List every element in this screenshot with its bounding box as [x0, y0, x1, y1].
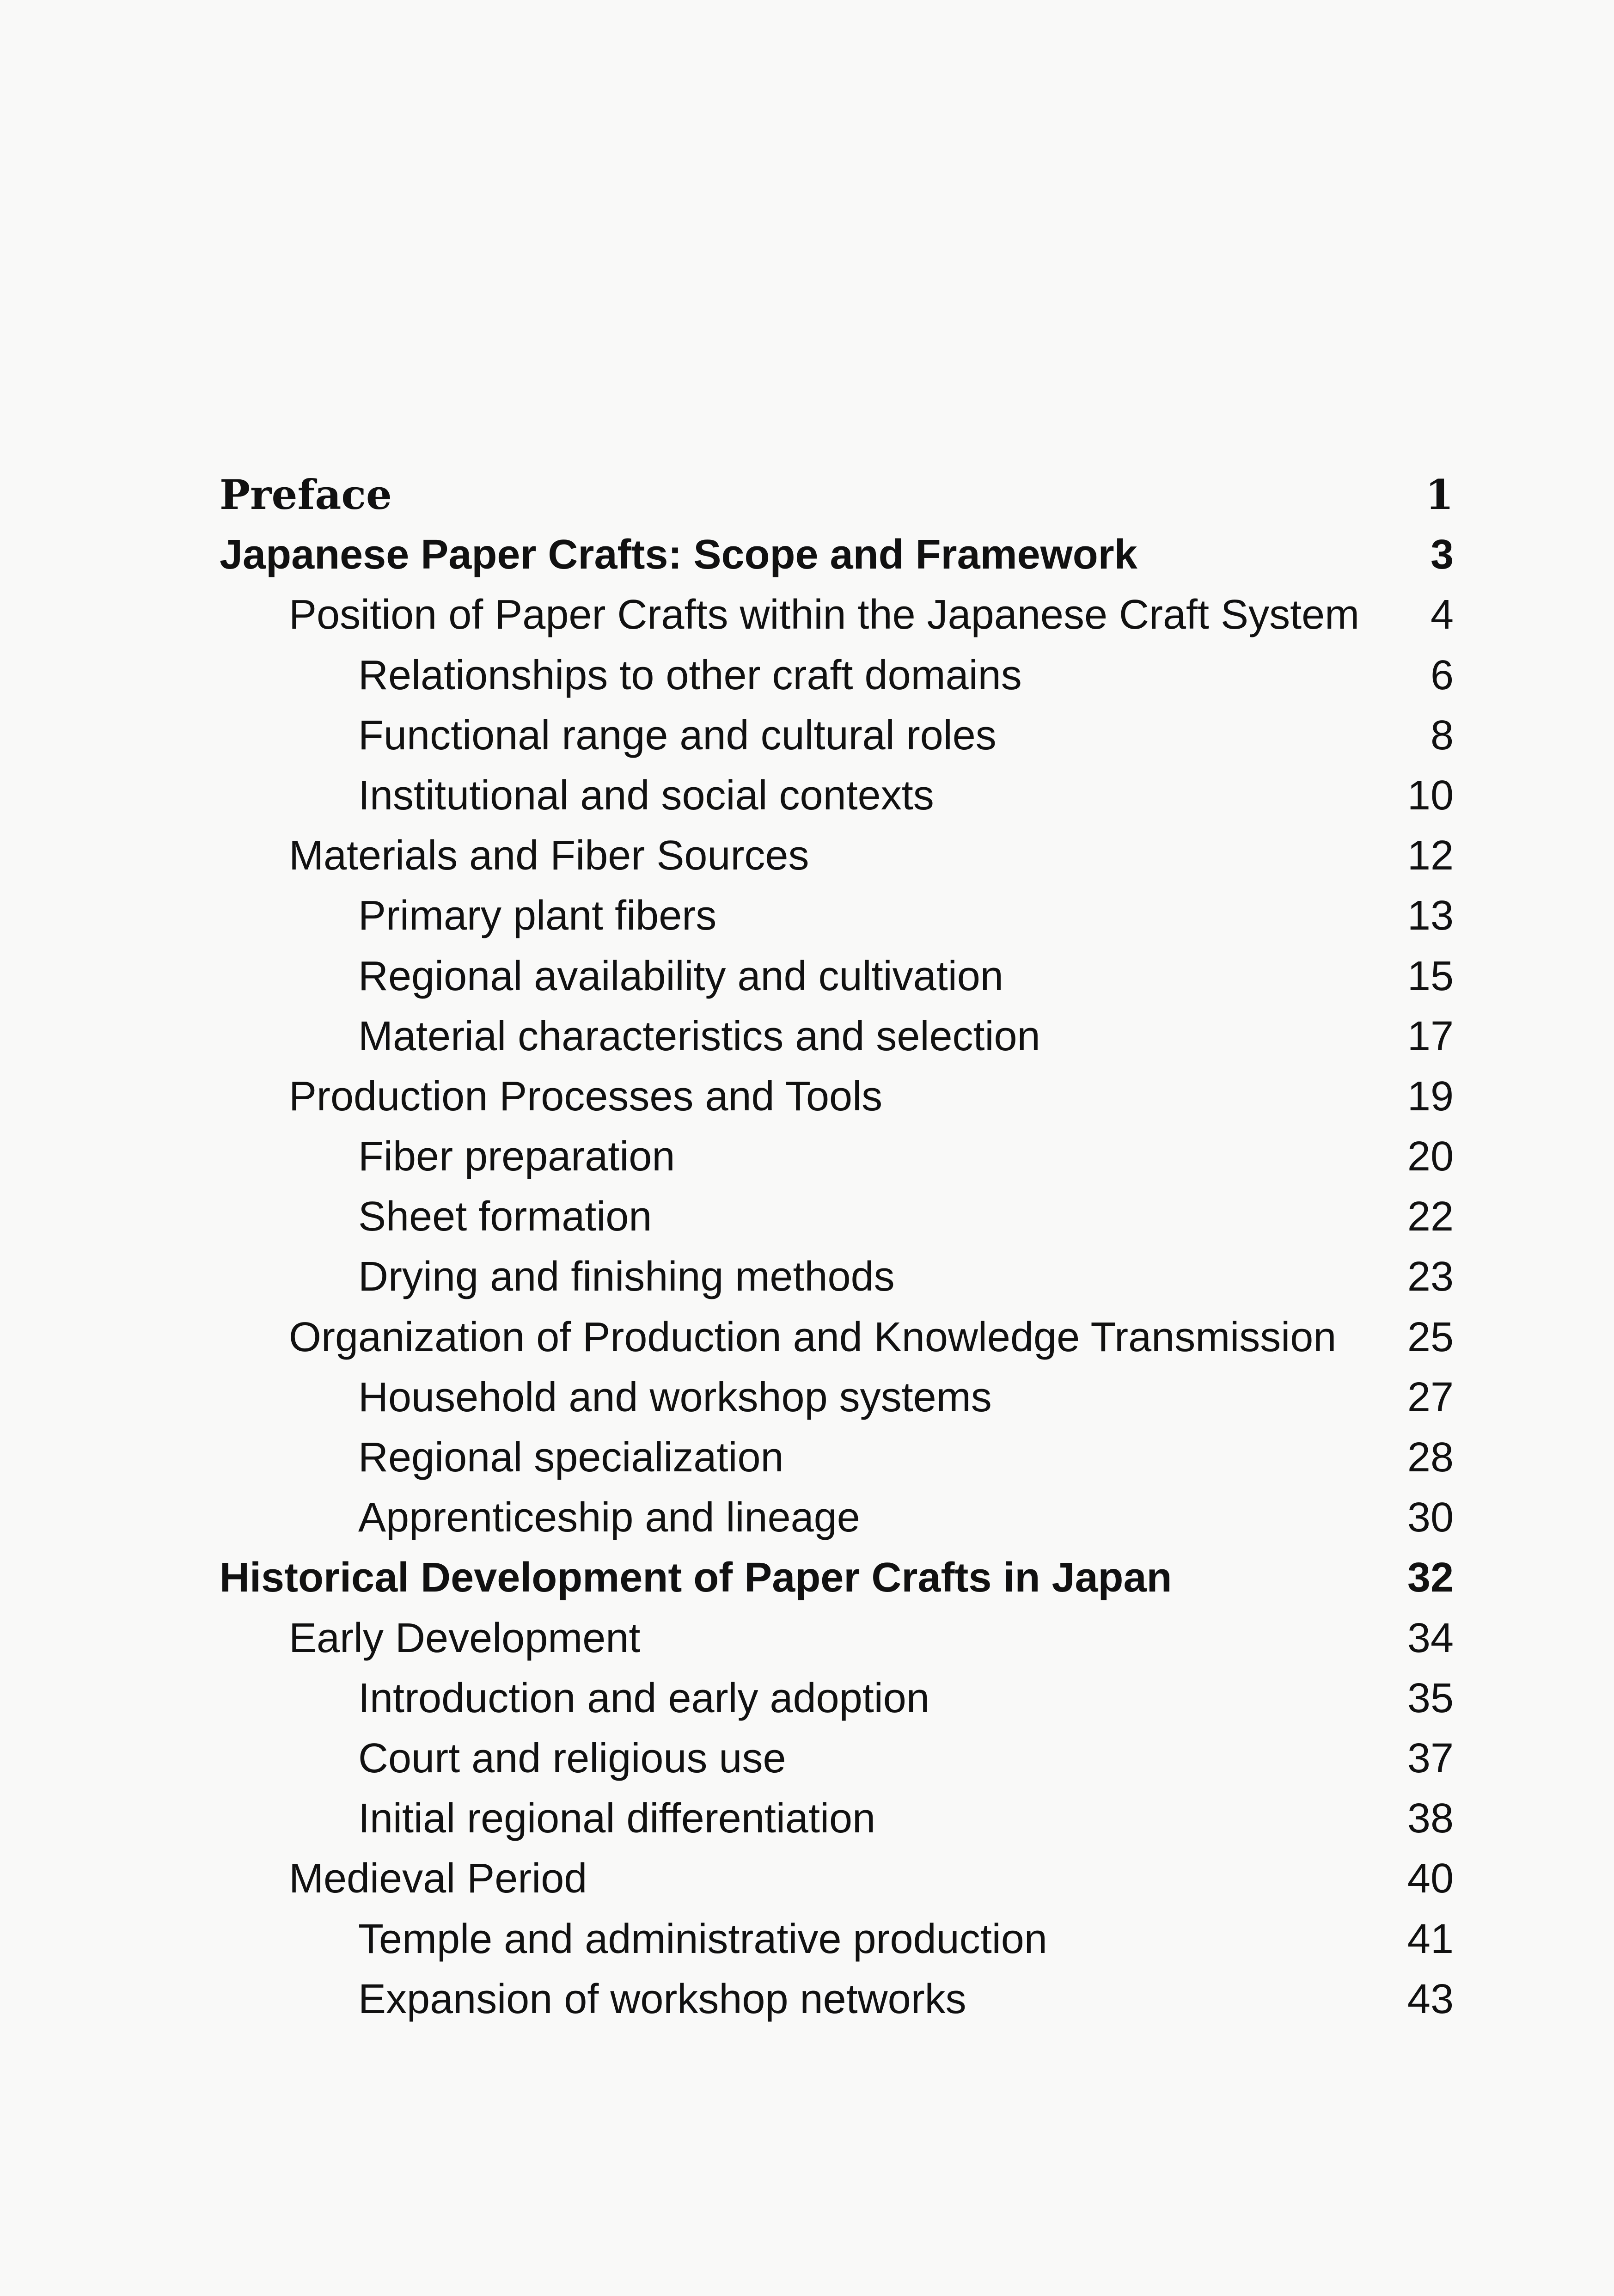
toc-entry-subsection[interactable]: [220, 886, 1454, 946]
toc-entry-page: 17: [1407, 1013, 1454, 1059]
toc-entry-page: 15: [1407, 953, 1454, 999]
toc-entry-subsection[interactable]: [220, 645, 1454, 705]
toc-entry-page: 1: [1425, 471, 1454, 519]
toc-entry-page: 19: [1407, 1073, 1454, 1120]
toc-entry-title: Historical Development of Paper Crafts in Japan: [220, 1555, 1172, 1601]
toc-entry-page: 3: [1430, 532, 1454, 578]
toc-entry-title: Fiber preparation: [358, 1133, 675, 1180]
toc-entry-page: 41: [1407, 1916, 1454, 1962]
toc-entry-title: Primary plant fibers: [358, 893, 717, 939]
toc-entry-section[interactable]: [220, 826, 1454, 886]
toc-entry-title: Court and religious use: [358, 1735, 786, 1782]
toc-entry-title: Organization of Production and Knowledge Transmission: [289, 1314, 1337, 1360]
toc-entry-page: 10: [1407, 772, 1454, 819]
toc-entry-page: 35: [1407, 1675, 1454, 1721]
toc-entry-title: Introduction and early adoption: [358, 1675, 929, 1721]
toc-entry-page: 22: [1407, 1194, 1454, 1240]
toc-entry-page: 37: [1407, 1735, 1454, 1782]
toc-entry-page: 8: [1430, 712, 1454, 759]
toc-entry-section[interactable]: [220, 1307, 1454, 1367]
toc-entry-title: Materials and Fiber Sources: [289, 833, 809, 879]
toc-entry-page: 20: [1407, 1133, 1454, 1180]
toc-entry-page: 28: [1407, 1434, 1454, 1481]
toc-entry-section[interactable]: [220, 1849, 1454, 1909]
toc-entry-page: 25: [1407, 1314, 1454, 1360]
toc-entry-title: Apprenticeship and lineage: [358, 1494, 860, 1541]
toc-entry-page: 13: [1407, 893, 1454, 939]
toc-entry-section[interactable]: [220, 1066, 1454, 1127]
toc-entry-title: Functional range and cultural roles: [358, 712, 997, 759]
toc-entry-page: 30: [1407, 1494, 1454, 1541]
toc-entry-title: Institutional and social contexts: [358, 772, 934, 819]
toc-entry-title: Relationships to other craft domains: [358, 652, 1022, 698]
toc-entry-title: Preface: [220, 471, 392, 519]
toc-entry-section[interactable]: [220, 1608, 1454, 1668]
toc-entry-chapter[interactable]: [220, 1548, 1454, 1608]
toc-entry-chapter[interactable]: [220, 525, 1454, 585]
toc-entry-title: Regional specialization: [358, 1434, 784, 1481]
toc-entry-subsection[interactable]: [220, 1427, 1454, 1488]
toc-entry-section[interactable]: [220, 585, 1454, 645]
toc-entry-subsection[interactable]: [220, 1668, 1454, 1728]
toc-entry-page: 34: [1407, 1615, 1454, 1661]
toc-entry-subsection[interactable]: [220, 1488, 1454, 1548]
toc-entry-title: Early Development: [289, 1615, 641, 1661]
table-of-contents: [220, 465, 1454, 2029]
toc-entry-subsection[interactable]: [220, 1909, 1454, 1969]
toc-entry-title: Japanese Paper Crafts: Scope and Framework: [220, 532, 1137, 578]
toc-entry-subsection[interactable]: [220, 1187, 1454, 1247]
toc-entry-subsection[interactable]: [220, 1247, 1454, 1307]
toc-entry-page: 38: [1407, 1795, 1454, 1842]
toc-entry-title: Production Processes and Tools: [289, 1073, 883, 1120]
toc-entry-page: 27: [1407, 1374, 1454, 1420]
toc-entry-title: Initial regional differentiation: [358, 1795, 876, 1842]
toc-entry-title: Drying and finishing methods: [358, 1254, 895, 1300]
toc-entry-title: Expansion of workshop networks: [358, 1976, 966, 2022]
toc-entry-subsection[interactable]: [220, 1006, 1454, 1066]
toc-entry-subsection[interactable]: [220, 1367, 1454, 1427]
toc-entry-title: Material characteristics and selection: [358, 1013, 1040, 1059]
toc-entry-title: Regional availability and cultivation: [358, 953, 1003, 999]
toc-entry-page: 32: [1407, 1555, 1454, 1601]
toc-entry-title: Sheet formation: [358, 1194, 652, 1240]
toc-entry-subsection[interactable]: [220, 765, 1454, 826]
toc-entry-subsection[interactable]: [220, 705, 1454, 765]
toc-entry-subsection[interactable]: [220, 1969, 1454, 2029]
toc-entry-page: 6: [1430, 652, 1454, 698]
toc-entry-title: Position of Paper Crafts within the Japanese Craft System: [289, 592, 1360, 638]
toc-entry-page: 4: [1430, 592, 1454, 638]
toc-entry-page: 40: [1407, 1855, 1454, 1902]
toc-entry-title: Household and workshop systems: [358, 1374, 992, 1420]
toc-entry-preface[interactable]: [220, 465, 1454, 525]
toc-entry-subsection[interactable]: [220, 1127, 1454, 1187]
toc-entry-subsection[interactable]: [220, 1788, 1454, 1849]
toc-entry-page: 23: [1407, 1254, 1454, 1300]
toc-entry-title: Temple and administrative production: [358, 1916, 1047, 1962]
toc-entry-subsection[interactable]: [220, 946, 1454, 1006]
toc-entry-subsection[interactable]: [220, 1728, 1454, 1788]
toc-entry-title: Medieval Period: [289, 1855, 587, 1902]
toc-entry-page: 43: [1407, 1976, 1454, 2022]
toc-entry-page: 12: [1407, 833, 1454, 879]
